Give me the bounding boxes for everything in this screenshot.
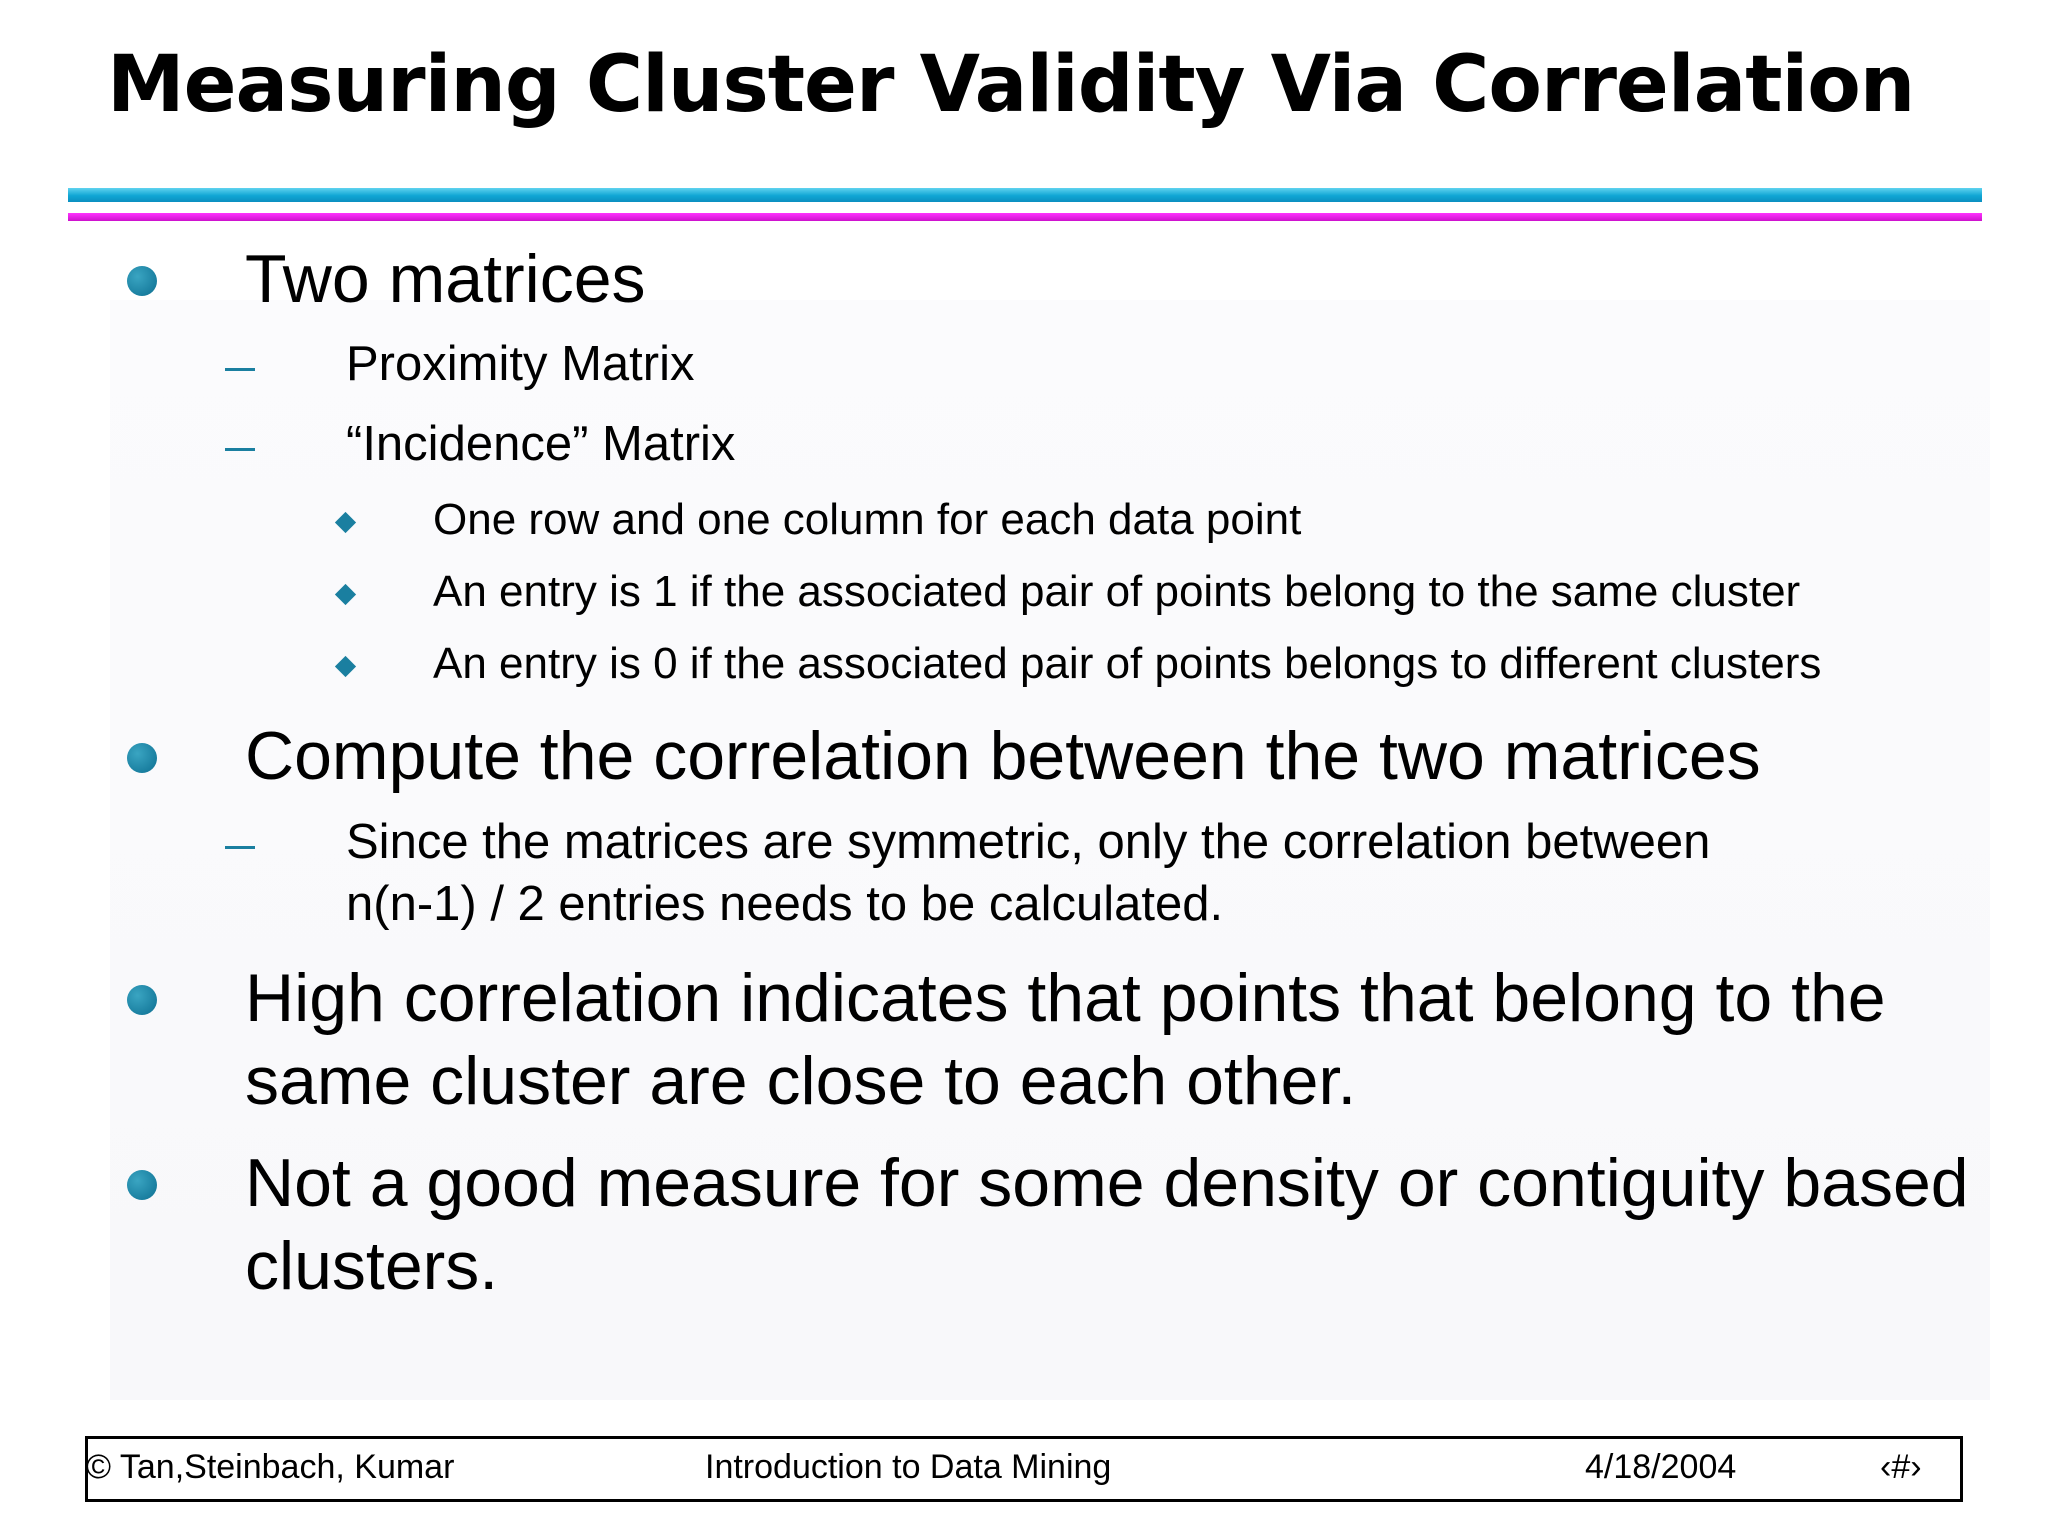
subitem-2-1-line2: n(n-1) / 2 entries needs to be calculated. (346, 877, 1224, 931)
footer-date: 4/18/2004 (1585, 1448, 1737, 1486)
subitem-1-2-text: “Incidence” Matrix (346, 417, 736, 471)
dash-icon (225, 448, 255, 451)
subsubitem-1-2-3-text: An entry is 0 if the associated pair of points belongs to different clusters (433, 639, 1822, 688)
bullet-dot-icon (127, 743, 157, 773)
footer-course-title: Introduction to Data Mining (705, 1448, 1112, 1486)
slide-title: Measuring Cluster Validity Via Correlation (107, 40, 1915, 130)
subsubitem-1-2-1-text: One row and one column for each data point (433, 495, 1302, 544)
bullet-dot-icon (127, 1170, 157, 1200)
bullet-4-line2: clusters. (245, 1228, 499, 1304)
title-rule-magenta (68, 213, 1982, 221)
bullet-4-line1: Not a good measure for some density or contiguity based (245, 1145, 1969, 1221)
subsubitem-1-2-2-text: An entry is 1 if the associated pair of points belong to the same cluster (433, 567, 1801, 616)
footer-copyright: © Tan,Steinbach, Kumar (86, 1448, 455, 1486)
bullet-3-line1: High correlation indicates that points that belong to the (245, 960, 1886, 1036)
bullet-3-line2: same cluster are close to each other. (245, 1043, 1357, 1119)
bullet-2-text: Compute the correlation between the two matrices (245, 718, 1761, 794)
dash-icon (225, 846, 255, 849)
footer-page-number: ‹#› (1880, 1448, 1922, 1486)
title-rule-cyan (68, 188, 1982, 202)
subitem-1-1-text: Proximity Matrix (346, 337, 695, 391)
bullet-dot-icon (127, 985, 157, 1015)
subitem-2-1-line1: Since the matrices are symmetric, only the correlation between (346, 815, 1711, 869)
bullet-1-text: Two matrices (245, 241, 646, 317)
dash-icon (225, 368, 255, 371)
bullet-dot-icon (127, 266, 157, 296)
